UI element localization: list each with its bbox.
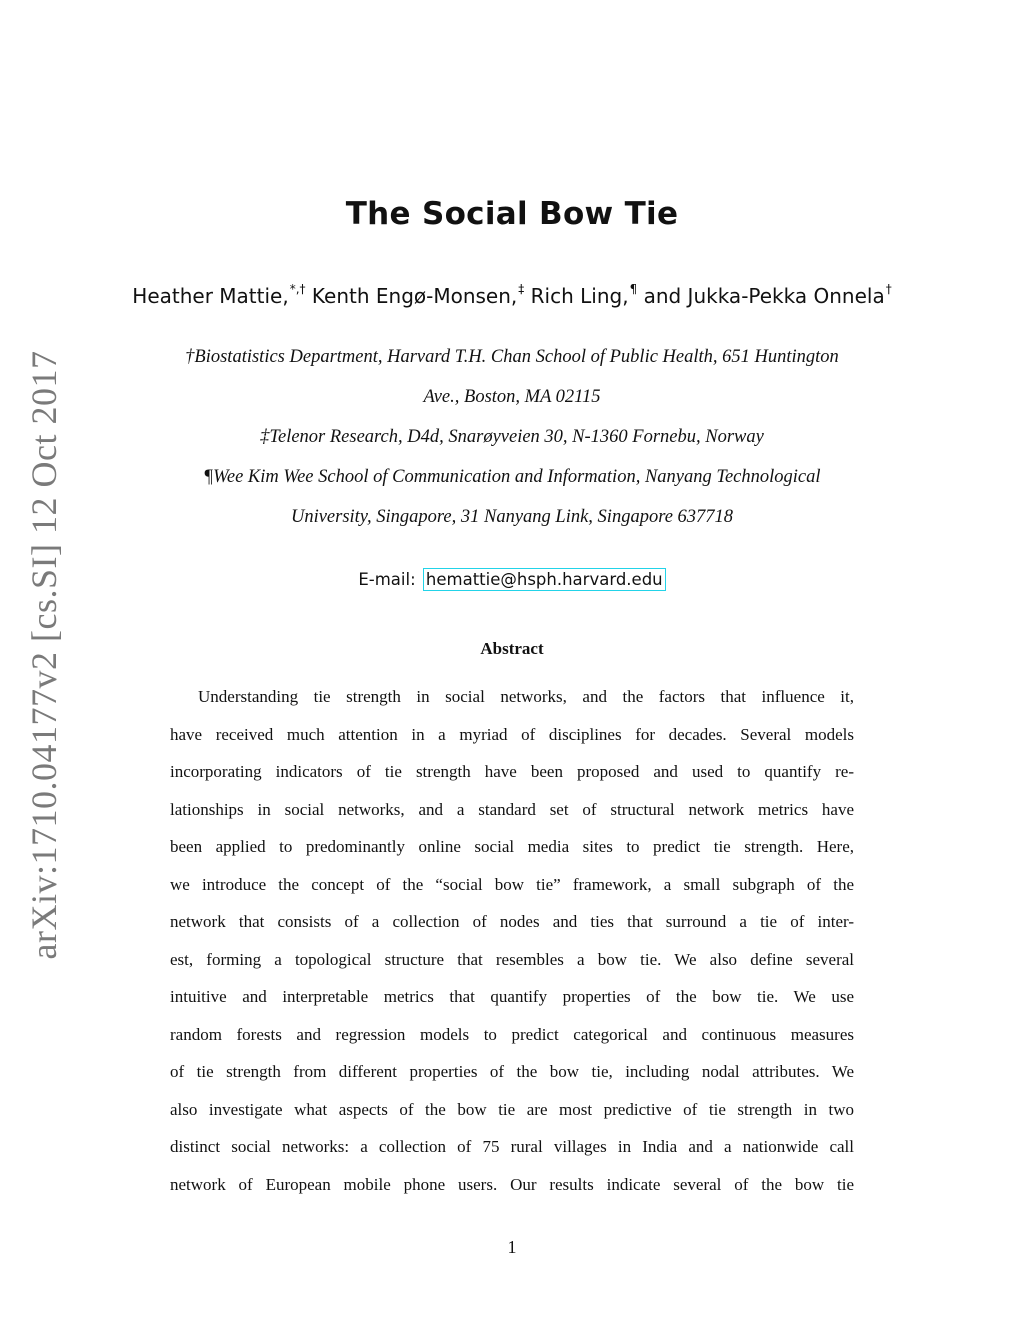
affiliation-line: Ave., Boston, MA 02115 [423, 387, 601, 407]
arxiv-stamp-text: arXiv:1710.04177v2 [cs.SI] 12 Oct 2017 [24, 350, 64, 960]
abstract-line: lationships in social networks, and a standard set of structural network metrics have [170, 799, 854, 819]
author-name: Rich Ling, [530, 284, 629, 308]
abstract-line: random forests and regression models to predict categorical and continuous measures [170, 1024, 854, 1044]
paper-title: The Social Bow Tie [345, 196, 679, 232]
abstract-line: Understanding tie strength in social networks, and the factors that influence it, [198, 687, 854, 706]
author-marks: † [885, 282, 892, 297]
page-number: 1 [507, 1237, 517, 1257]
author-marks: *,† [289, 282, 306, 297]
abstract-line: we introduce the concept of the “social bow tie” framework, a small subgraph of the [170, 874, 854, 894]
abstract-line: intuitive and interpretable metrics that quantify properties of the bow tie. We use [170, 987, 854, 1006]
abstract-line: network that consists of a collection of nodes and ties that surround a tie of inter- [170, 912, 854, 931]
abstract-body [170, 685, 854, 1210]
affiliation-line: University, Singapore, 31 Nanyang Link, Singapore 637718 [290, 507, 734, 527]
affiliation-line: ‡Telenor Research, D4d, Snarøyveien 30, N-1360 Fornebu, Norway [260, 427, 764, 447]
abstract-line: network of European mobile phone users. Our results indicate several of the bow tie [170, 1174, 854, 1194]
abstract-line: also investigate what aspects of the bow tie are most predictive of tie strength in two [170, 1099, 854, 1119]
email-label: E-mail: [358, 570, 416, 589]
abstract-line: est, forming a topological structure that resembles a bow tie. We also define several [170, 949, 854, 969]
author-list [0, 284, 1024, 308]
author-name: Kenth Engø-Monsen, [311, 284, 518, 308]
abstract-line: of tie strength from different properties of the bow tie, including nodal attributes. We [170, 1062, 854, 1081]
abstract-line: have received much attention in a myriad of disciplines for decades. Several models [170, 724, 854, 744]
abstract-line: been applied to predominantly online social media sites to predict tie strength. Here, [170, 837, 854, 856]
abstract-line: distinct social networks: a collection of 75 rural villages in India and a nationwide call [170, 1137, 854, 1156]
email-link[interactable]: hemattie@hsph.harvard.edu [423, 568, 666, 591]
author-marks: ¶ [629, 282, 638, 297]
email-line [0, 568, 1024, 591]
author-marks: ‡ [518, 282, 525, 297]
author-name: and Jukka-Pekka Onnela [643, 284, 885, 308]
abstract-heading: Abstract [480, 639, 544, 658]
author-name: Heather Mattie, [132, 284, 289, 308]
abstract-line: incorporating indicators of tie strength have been proposed and used to quantify re- [170, 762, 854, 781]
affiliation-line: ¶Wee Kim Wee School of Communication and Information, Nanyang Technological [203, 467, 821, 487]
affiliation-line: †Biostatistics Department, Harvard T.H. Chan School of Public Health, 651 Huntington [185, 347, 839, 367]
